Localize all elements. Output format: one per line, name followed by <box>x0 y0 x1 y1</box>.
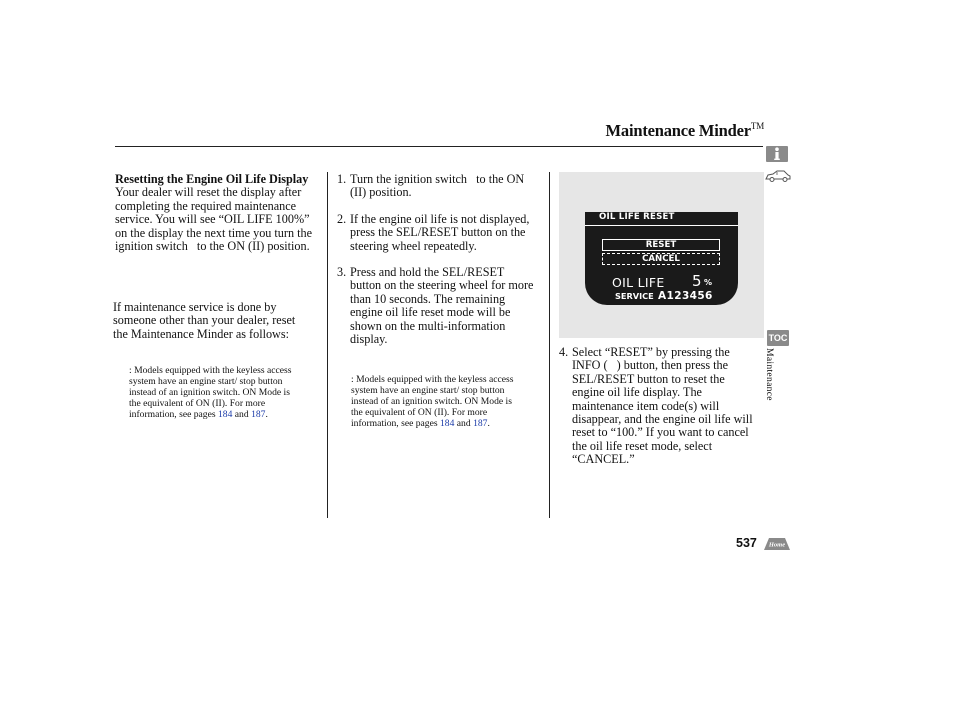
page-title: Maintenance Minder™ <box>605 121 764 140</box>
home-button[interactable] <box>763 535 791 556</box>
trademark: TM <box>750 121 764 131</box>
home-label: Home <box>768 541 786 549</box>
oil-life-label: OIL LIFE <box>612 275 665 290</box>
list-item: 3. Press and hold the SEL/RESET button on the steering wheel for more than 10 seconds. The remaining engine oil life reset mode will be shown on the multi-information display. <box>337 265 534 347</box>
page-link-184[interactable]: 184 <box>218 409 233 420</box>
header-rule <box>115 146 763 147</box>
page-number: 537 <box>736 536 757 550</box>
multi-information-display <box>585 212 738 305</box>
reset-paragraph: If maintenance service is done by someone other than your dealer, reset the Maintenance Minder as follows: <box>113 300 296 341</box>
display-divider <box>585 225 738 226</box>
intro-paragraph: Your dealer will reset the display after completing the required maintenance service. You will see “OIL LIFE 100%” on the display the next time you turn the ignition switch to the ON (II) position. <box>115 185 312 254</box>
list-item: 2. If the engine oil life is not displayed, press the SEL/RESET button on the steering wheel repeatedly. <box>337 211 530 253</box>
service-code: A123456 <box>658 290 713 302</box>
car-button[interactable] <box>764 168 792 189</box>
step-list <box>559 346 755 467</box>
home-icon <box>763 535 791 551</box>
info-icon <box>772 147 782 161</box>
middle-footnote: : Models equipped with the keyless access system have an engine start/ stop button instead of an ignition switch. ON Mode is the equivalent of ON (II). For more information, see pages 184 and 187. <box>351 374 514 429</box>
cancel-option: CANCEL <box>602 253 720 265</box>
oil-life-unit: % <box>704 278 713 287</box>
column-divider <box>327 172 328 518</box>
right-column <box>559 346 755 480</box>
list-item: 4. Select “RESET” by pressing the INFO ( ) button, then press the SEL/RESET button to reset the engine oil life display. The maintenance item code(s) will disappear, and the engine oil life will reset to “100.” If you want to cancel the oil life reset mode, select “CANCEL.” <box>559 345 753 467</box>
column-divider <box>549 172 550 518</box>
step-list <box>337 173 535 346</box>
list-item: 1. Turn the ignition switch to the ON (II) position. <box>337 172 525 200</box>
page-link-187[interactable]: 187 <box>251 409 266 420</box>
display-illustration <box>559 172 764 338</box>
section-heading: Resetting the Engine Oil Life Display <box>115 172 309 186</box>
toc-button[interactable]: TOC <box>767 330 789 346</box>
page-link-187[interactable]: 187 <box>473 418 488 429</box>
oil-life-value: 5 <box>692 272 702 290</box>
display-header: OIL LIFE RESET <box>599 212 675 222</box>
middle-column <box>337 173 535 359</box>
left-footnote: : Models equipped with the keyless access system have an engine start/ stop button instead of an ignition switch. ON Mode is the equivalent of ON (II). For more information, see pages 184 and 187. <box>129 365 292 420</box>
info-button[interactable] <box>766 146 788 162</box>
car-icon <box>764 168 792 184</box>
left-column <box>115 173 315 253</box>
reset-option: RESET <box>602 239 720 251</box>
section-label: Maintenance <box>764 348 775 401</box>
page-link-184[interactable]: 184 <box>440 418 455 429</box>
service-label: SERVICE <box>615 291 654 301</box>
